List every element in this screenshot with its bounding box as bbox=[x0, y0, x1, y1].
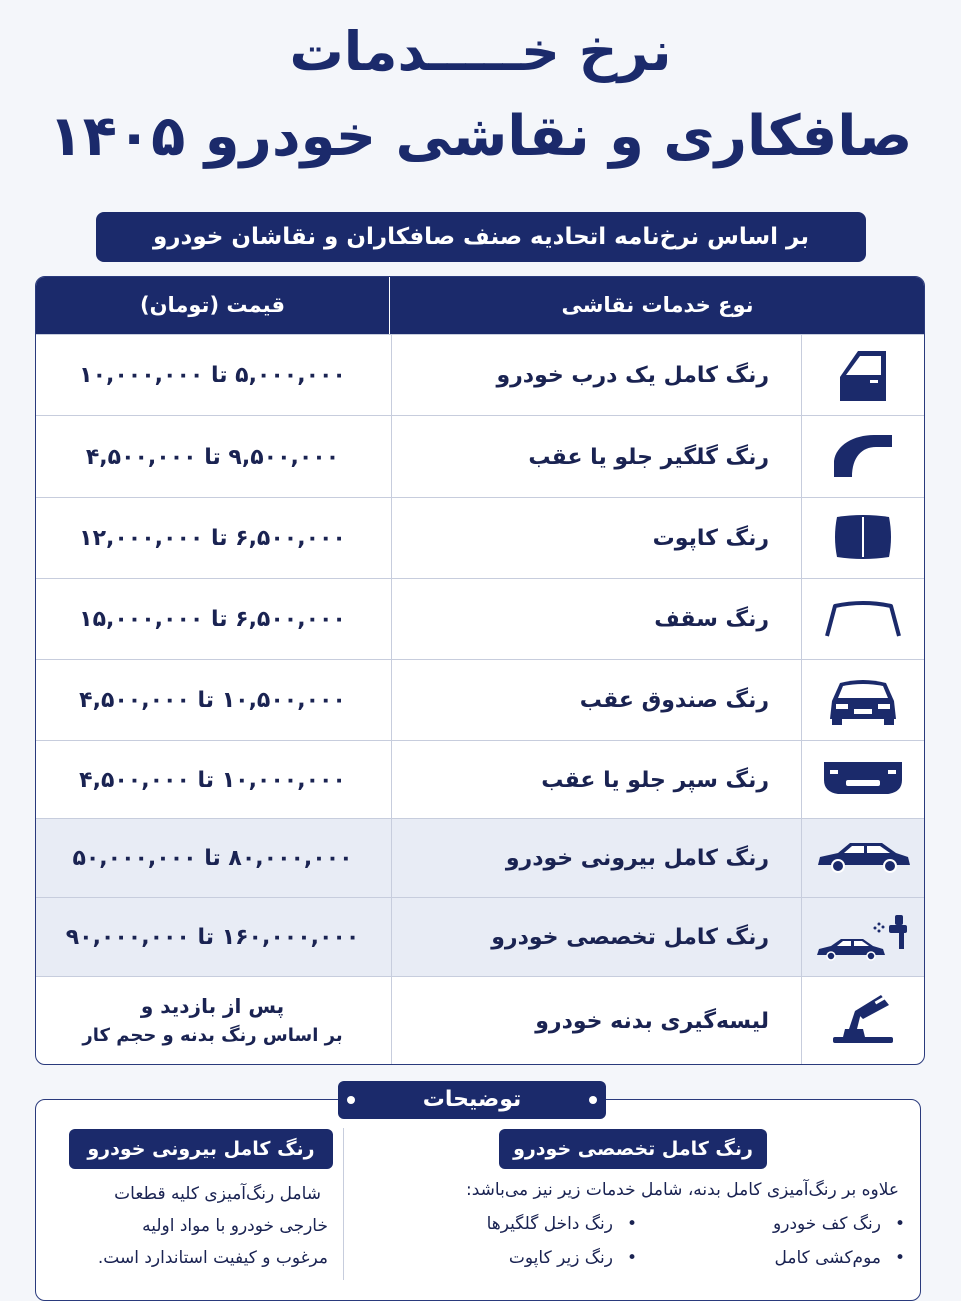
price-note-line1: پس از بازدید و bbox=[140, 994, 285, 1018]
price-range: ۶,۵۰۰,۰۰۰ تا ۱۲,۰۰۰,۰۰۰ bbox=[79, 526, 346, 551]
table-row bbox=[36, 818, 924, 898]
list-item: • رنگ کف خودرو bbox=[773, 1214, 905, 1234]
hood-icon bbox=[831, 513, 895, 565]
fender-icon bbox=[830, 431, 896, 483]
exterior-line3: مرغوب و کیفیت استاندارد است. bbox=[97, 1248, 328, 1268]
notes-label: توضیحات bbox=[338, 1081, 606, 1119]
table-row bbox=[36, 497, 924, 579]
service-name: رنگ کامل یک درب خودرو bbox=[391, 335, 801, 416]
price-range: ۶,۵۰۰,۰۰۰ تا ۱۵,۰۰۰,۰۰۰ bbox=[79, 607, 346, 632]
list-item: • رنگ زیر کاپوت bbox=[509, 1248, 637, 1268]
notes-dot-left bbox=[347, 1096, 355, 1104]
table-row bbox=[36, 659, 924, 741]
table-header bbox=[36, 277, 924, 334]
price-range: ۹,۵۰۰,۰۰۰ تا ۴,۵۰۰,۰۰۰ bbox=[85, 444, 340, 470]
sander-icon bbox=[831, 991, 895, 1051]
service-name: رنگ سپر جلو یا عقب bbox=[391, 741, 801, 819]
header-price: قیمت (تومان) bbox=[36, 277, 390, 334]
service-name: رنگ کامل تخصصی خودرو bbox=[391, 898, 801, 977]
exterior-line1: شامل رنگ‌آمیزی کلیه قطعات bbox=[114, 1184, 321, 1204]
price-note-line2: بر اساس رنگ بدنه و حجم کار bbox=[82, 1025, 343, 1046]
sedan-icon bbox=[814, 839, 912, 879]
table-row bbox=[36, 897, 924, 977]
table-row bbox=[36, 740, 924, 819]
price-range: ۱۶۰,۰۰۰,۰۰۰ تا ۹۰,۰۰۰,۰۰۰ bbox=[65, 925, 360, 950]
list-item: • رنگ داخل گلگیرها bbox=[487, 1214, 637, 1234]
exterior-line2: خارجی خودرو با مواد اولیه bbox=[142, 1216, 328, 1236]
table-row bbox=[36, 334, 924, 416]
service-name: رنگ گلگیر جلو یا عقب bbox=[391, 416, 801, 498]
price-table bbox=[35, 276, 925, 1065]
service-name: رنگ کاپوت bbox=[391, 498, 801, 579]
price-range: ۸۰,۰۰۰,۰۰۰ تا ۵۰,۰۰۰,۰۰۰ bbox=[72, 846, 353, 871]
list-item: • موم‌کشی کامل bbox=[774, 1248, 905, 1268]
price-note bbox=[36, 977, 389, 1065]
notes-dot-right bbox=[589, 1096, 597, 1104]
page-title: نرخ خـــــدمات bbox=[289, 20, 672, 83]
price-range: ۱۰,۰۰۰,۰۰۰ تا ۴,۵۰۰,۰۰۰ bbox=[79, 767, 346, 793]
spray-gun-car-icon bbox=[813, 911, 913, 965]
notes-divider bbox=[343, 1128, 344, 1280]
specialized-intro: علاوه بر رنگ‌آمیزی کامل بدنه، شامل خدمات زیر نیز می‌باشد: bbox=[466, 1180, 899, 1200]
service-name: لیسه‌گیری بدنه خودرو bbox=[391, 977, 801, 1065]
table-row bbox=[36, 578, 924, 660]
subtitle-banner: بر اساس نرخ‌نامه اتحادیه صنف صافکاران و نقاشان خودرو bbox=[96, 212, 866, 262]
service-name: رنگ صندوق عقب bbox=[391, 660, 801, 741]
car-rear-icon bbox=[826, 673, 900, 729]
service-name: رنگ کامل بیرونی خودرو bbox=[391, 819, 801, 898]
roof-icon bbox=[823, 598, 903, 642]
price-range: ۵,۰۰۰,۰۰۰ تا ۱۰,۰۰۰,۰۰۰ bbox=[79, 363, 346, 388]
table-row bbox=[36, 415, 924, 498]
tag-exterior: رنگ کامل بیرونی خودرو bbox=[69, 1129, 333, 1169]
tag-specialized: رنگ کامل تخصصی خودرو bbox=[499, 1129, 767, 1169]
bumper-icon bbox=[822, 758, 904, 802]
car-door-icon bbox=[832, 343, 894, 409]
page-title-line2: صافکاری و نقاشی خودرو ۱۴۰۵ bbox=[48, 104, 913, 169]
price-range: ۱۰,۵۰۰,۰۰۰ تا ۴,۵۰۰,۰۰۰ bbox=[79, 688, 346, 713]
service-name: رنگ سقف bbox=[391, 579, 801, 660]
header-service: نوع خدمات نقاشی bbox=[561, 293, 754, 317]
table-row bbox=[36, 976, 924, 1065]
